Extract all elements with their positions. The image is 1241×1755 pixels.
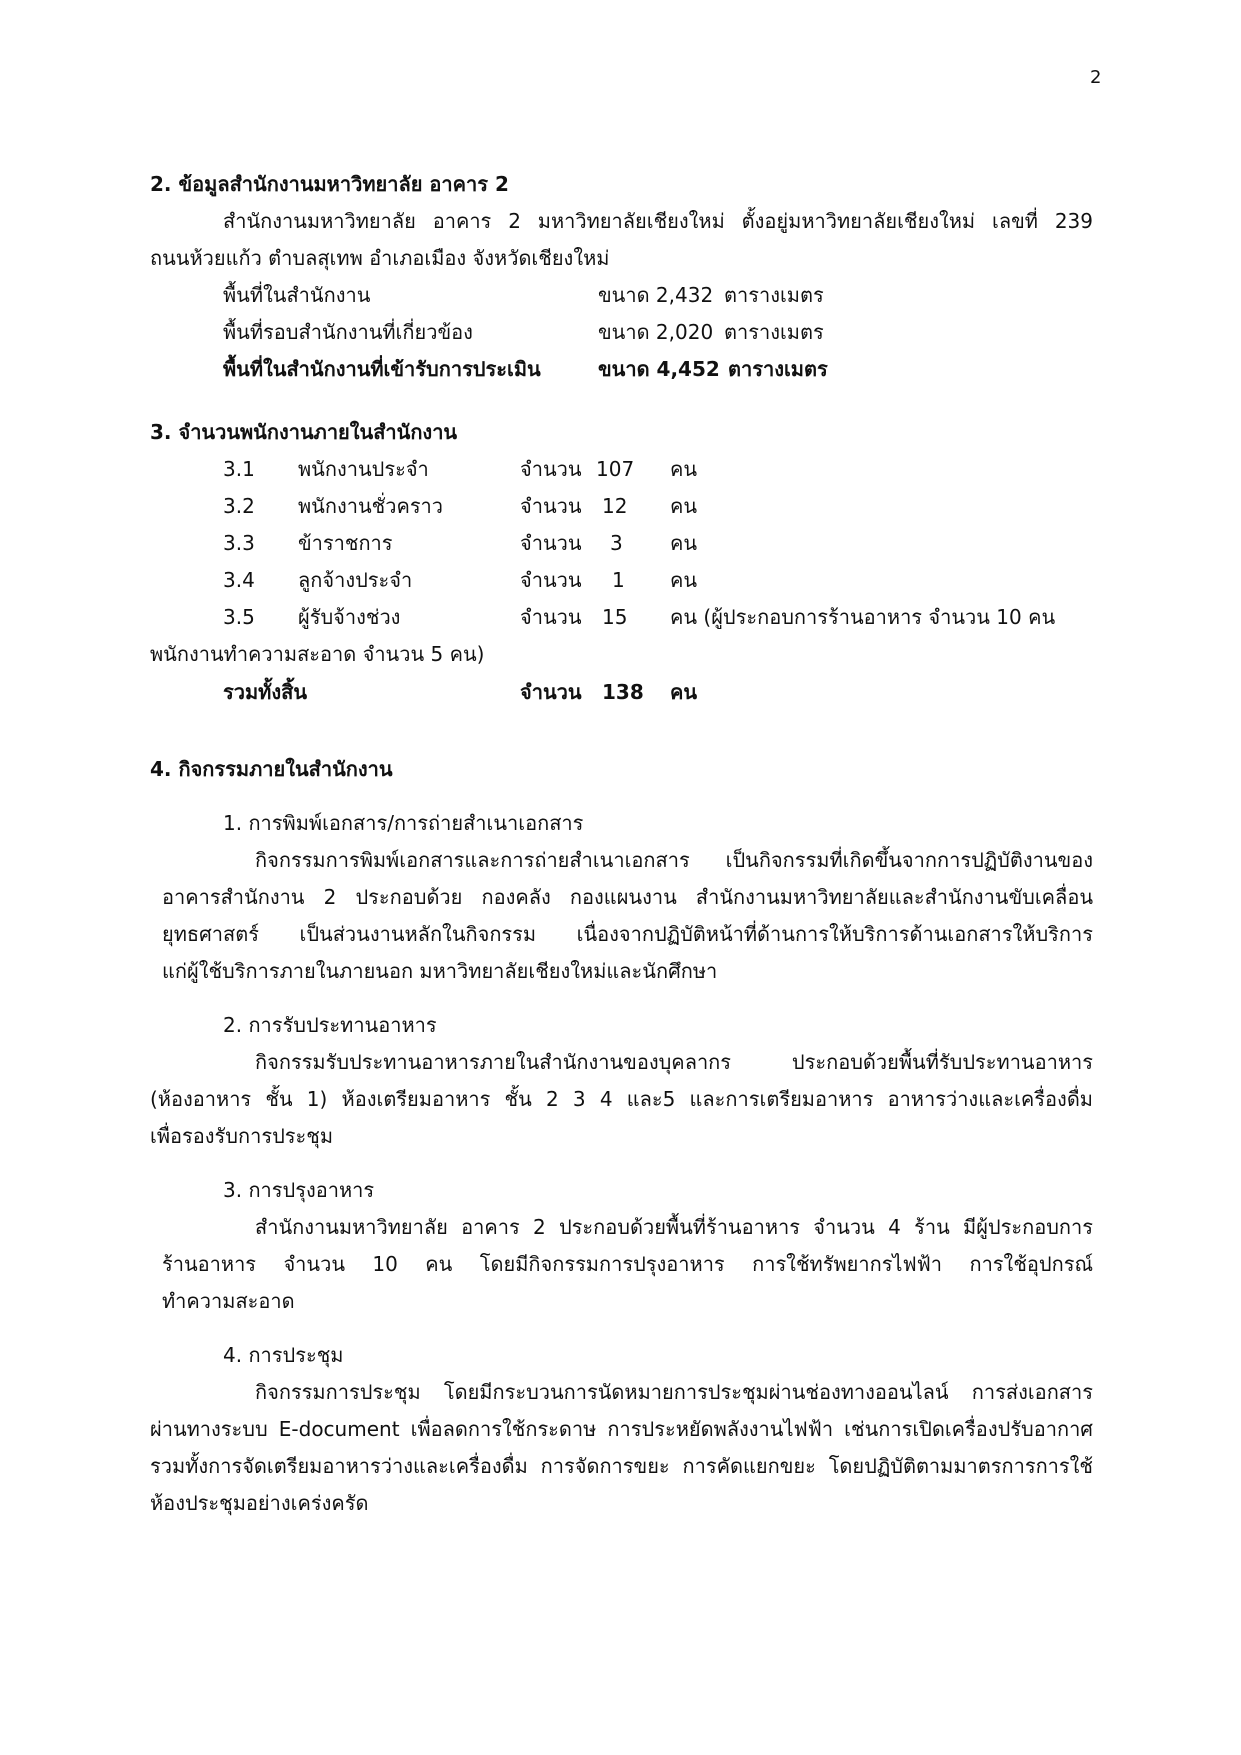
- staff-row-number: 3.2: [223, 494, 255, 518]
- activity-paragraph-line: ยุทธศาสตร์ เป็นส่วนงานหลักในกิจกรรม เนื่องจากปฏิบัติหน้าที่ด้านการให้บริการด้านเอกสารให้บริการ: [162, 922, 1093, 946]
- staff-row-label: พนักงานชั่วคราว: [298, 494, 444, 518]
- staff-row-label: ข้าราชการ: [298, 531, 393, 555]
- activity-paragraph-line: (ห้องอาหาร ชั้น 1) ห้องเตรียมอาหาร ชั้น 2 3 4 และ5 และการเตรียมอาหาร อาหารว่างและเครื่องดื่ม: [150, 1087, 1093, 1111]
- activity-paragraph-line: ผ่านทางระบบ E-document เพื่อลดการใช้กระดาษ การประหยัดพลังงานไฟฟ้า เช่นการเปิดเครื่องปรับอากาศ: [150, 1417, 1093, 1441]
- activity-paragraph-line: กิจกรรมการพิมพ์เอกสารและการถ่ายสำเนาเอกสาร เป็นกิจกรรมที่เกิดขึ้นจากการปฏิบัติงานของ: [255, 848, 1093, 872]
- section-2-paragraph-line-2: ถนนห้วยแก้ว ตำบลสุเทพ อำเภอเมือง จังหวัดเชียงใหม่: [150, 246, 610, 270]
- staff-row-unit: คน: [670, 494, 698, 518]
- area-unit: ตารางเมตร: [724, 283, 824, 307]
- area-total-unit: ตารางเมตร: [728, 357, 828, 381]
- activity-paragraph-line: สำนักงานมหาวิทยาลัย อาคาร 2 ประกอบด้วยพื้นที่ร้านอาหาร จำนวน 4 ร้าน มีผู้ประกอบการ: [255, 1215, 1093, 1239]
- staff-row-count: 107: [596, 457, 635, 481]
- staff-row-count: 12: [602, 494, 628, 518]
- activity-paragraph-line: เพื่อรองรับการประชุม: [150, 1124, 334, 1148]
- activity-paragraph-line: กิจกรรมการประชุม โดยมีกระบวนการนัดหมายการประชุมผ่านช่องทางออนไลน์ การส่งเอกสาร: [255, 1380, 1093, 1404]
- section-4-heading: 4. กิจกรรมภายในสำนักงาน: [150, 757, 393, 781]
- staff-total-count-label: จำนวน: [520, 680, 582, 704]
- staff-row-count-label: จำนวน: [520, 494, 582, 518]
- activity-paragraph-line: ห้องประชุมอย่างเคร่งครัด: [150, 1491, 369, 1515]
- staff-row-label: พนักงานประจำ: [298, 457, 429, 481]
- activity-title: 1. การพิมพ์เอกสาร/การถ่ายสำเนาเอกสาร: [223, 811, 584, 835]
- activity-title: 4. การประชุม: [223, 1343, 344, 1367]
- page-number: 2: [1090, 67, 1102, 88]
- staff-row-continuation: พนักงานทำความสะอาด จำนวน 5 คน): [150, 642, 485, 666]
- staff-row-number: 3.5: [223, 605, 255, 629]
- staff-row-label: ลูกจ้างประจำ: [298, 568, 413, 592]
- staff-row-number: 3.1: [223, 457, 255, 481]
- section-2-paragraph-line-1: สำนักงานมหาวิทยาลัย อาคาร 2 มหาวิทยาลัยเชียงใหม่ ตั้งอยู่มหาวิทยาลัยเชียงใหม่ เลขที่ 239: [223, 209, 1093, 233]
- staff-total-unit: คน: [670, 680, 698, 704]
- area-size: ขนาด 2,432: [598, 283, 714, 307]
- area-total-size: ขนาด 4,452: [598, 357, 720, 381]
- staff-row-count-label: จำนวน: [520, 605, 582, 629]
- staff-row-unit: คน: [670, 568, 698, 592]
- staff-row-count-label: จำนวน: [520, 568, 582, 592]
- area-unit: ตารางเมตร: [724, 320, 824, 344]
- activity-paragraph-line: กิจกรรมรับประทานอาหารภายในสำนักงานของบุคลากร ประกอบด้วยพื้นที่รับประทานอาหาร: [255, 1050, 1093, 1074]
- section-2-heading: 2. ข้อมูลสำนักงานมหาวิทยาลัย อาคาร 2: [150, 172, 509, 196]
- staff-row-count: 15: [602, 605, 628, 629]
- section-3-heading: 3. จำนวนพนักงานภายในสำนักงาน: [150, 420, 458, 444]
- activity-paragraph-line: อาคารสำนักงาน 2 ประกอบด้วย กองคลัง กองแผนงาน สำนักงานมหาวิทยาลัยและสำนักงานขับเคลื่อน: [162, 885, 1093, 909]
- staff-row-label: ผู้รับจ้างช่วง: [298, 605, 401, 629]
- staff-row-unit: คน (ผู้ประกอบการร้านอาหาร จำนวน 10 คน: [670, 605, 1056, 629]
- staff-total-count: 138: [602, 680, 644, 704]
- activity-paragraph-line: รวมทั้งการจัดเตรียมอาหารว่างและเครื่องดื่ม การจัดการขยะ การคัดแยกขยะ โดยปฏิบัติตามมาตรการการใช้: [150, 1454, 1093, 1478]
- activity-paragraph-line: ร้านอาหาร จำนวน 10 คน โดยมีกิจกรรมการปรุงอาหาร การใช้ทรัพยากรไฟฟ้า การใช้อุปกรณ์: [162, 1252, 1093, 1276]
- staff-row-number: 3.4: [223, 568, 255, 592]
- staff-total-label: รวมทั้งสิ้น: [223, 680, 307, 704]
- staff-row-number: 3.3: [223, 531, 255, 555]
- activity-title: 2. การรับประทานอาหาร: [223, 1013, 437, 1037]
- staff-row-count: 1: [612, 568, 625, 592]
- staff-row-count: 3: [610, 531, 623, 555]
- area-size: ขนาด 2,020: [598, 320, 714, 344]
- activity-paragraph-line: ทำความสะอาด: [162, 1289, 295, 1313]
- staff-row-unit: คน: [670, 531, 698, 555]
- area-label: พื้นที่รอบสำนักงานที่เกี่ยวข้อง: [223, 320, 473, 344]
- activity-title: 3. การปรุงอาหาร: [223, 1178, 375, 1202]
- area-label: พื้นที่ในสำนักงาน: [223, 283, 371, 307]
- activity-paragraph-line: แก่ผู้ใช้บริการภายในภายนอก มหาวิทยาลัยเชียงใหม่และนักศึกษา: [162, 959, 718, 983]
- staff-row-count-label: จำนวน: [520, 457, 582, 481]
- staff-row-unit: คน: [670, 457, 698, 481]
- staff-row-count-label: จำนวน: [520, 531, 582, 555]
- area-total-label: พื้นที่ในสำนักงานที่เข้ารับการประเมิน: [223, 357, 541, 381]
